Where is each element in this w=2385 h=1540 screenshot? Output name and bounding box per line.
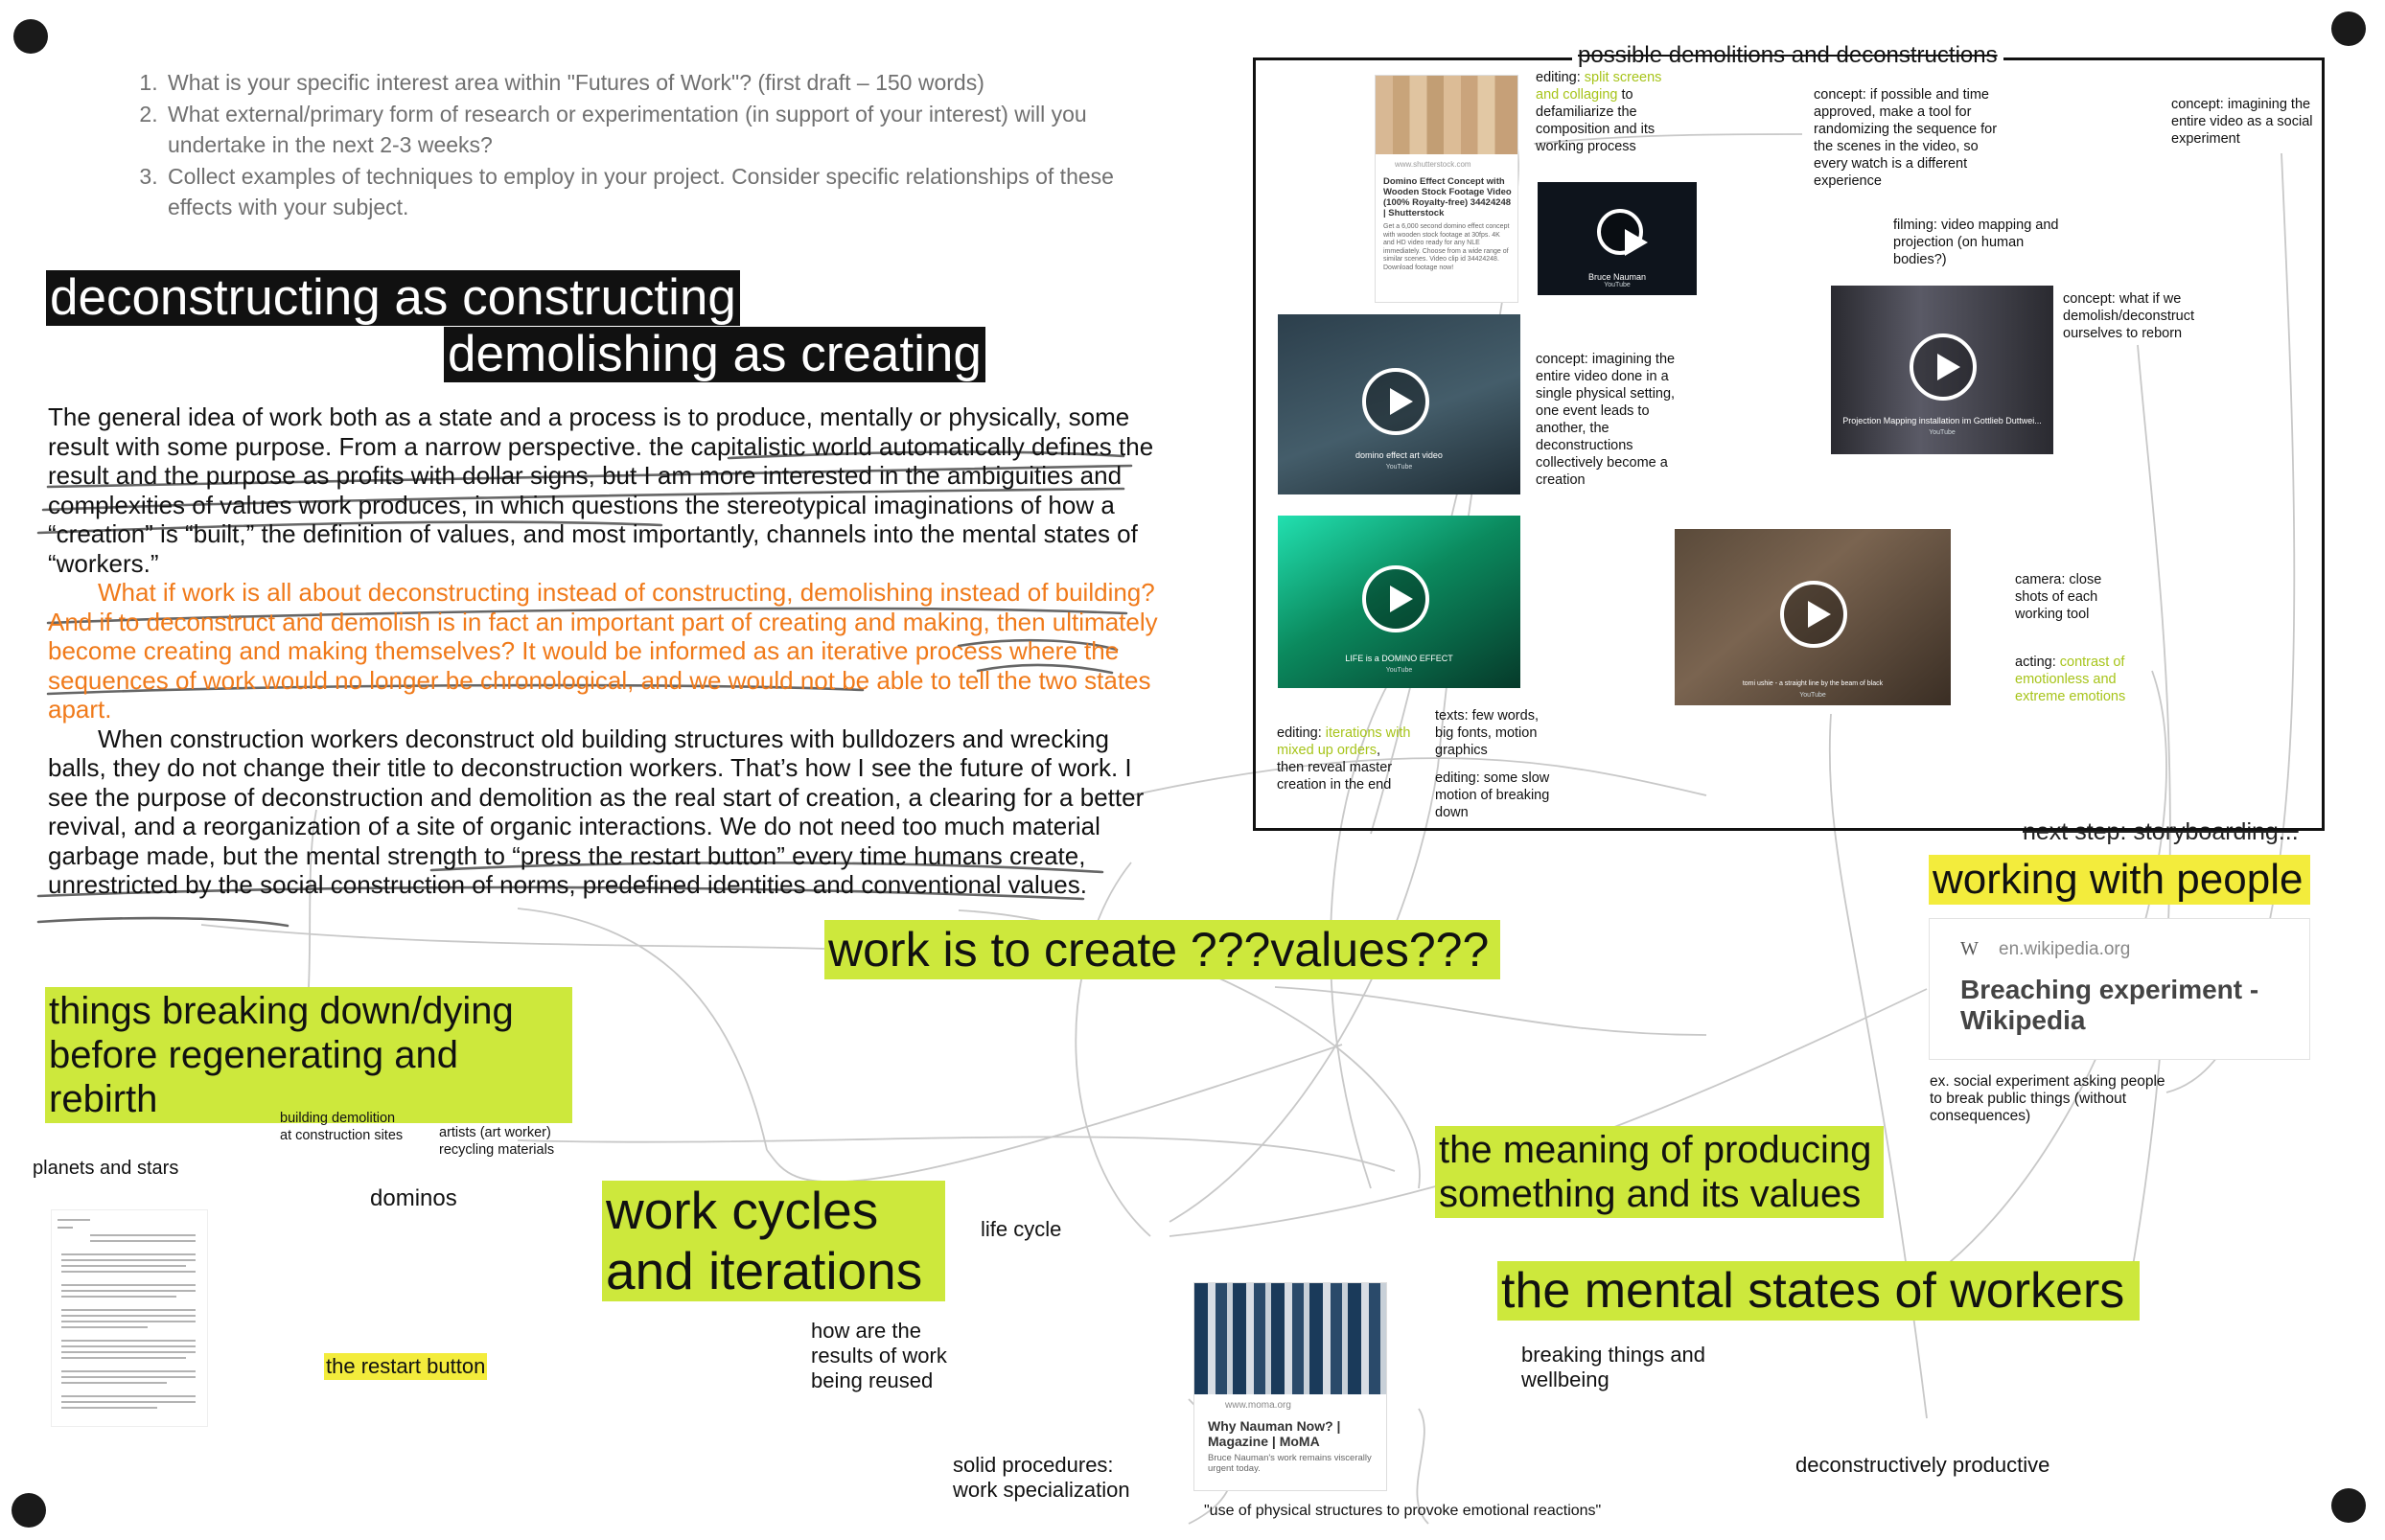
video-caption: Bruce Nauman [1587, 272, 1647, 282]
title-demolishing: demolishing as creating [444, 327, 985, 382]
video-source: YouTube [1929, 429, 1956, 436]
note-breaking-things[interactable]: breaking things and wellbeing [1521, 1343, 1706, 1391]
note-highlight: contrast of emotionless and extreme emotions [2015, 655, 2126, 704]
wikipedia-title: Breaching experiment - Wikipedia [1960, 975, 2259, 1035]
note-prefix: acting: [2015, 655, 2060, 670]
essay-paragraph-2: What if work is all about deconstructing instead of constructing, demolishing instead of building? And if to deconstruct and demolish is in fact an important part of creating and making, then ultimately become creating and making themselves? It would be informed as an iterative process where the sequences of work would no longer be chronological, and we would not be able to tell the two states apart. [48, 578, 1158, 724]
question-item: 1. What is your specific interest area within "Futures of Work"? (first draft – 150 words) [164, 67, 1161, 99]
note-highlight: split screens and collaging [1536, 70, 1662, 103]
video-caption: Projection Mapping installation im Gottlieb Duttwei... [1842, 416, 2042, 425]
note-building-demolition[interactable]: building demolition at construction sites [280, 1111, 404, 1143]
shutterstock-source: www.shutterstock.com [1395, 160, 1471, 169]
note-meaning-of-producing[interactable]: the meaning of producing something and its values [1435, 1126, 1884, 1218]
board-note-randomizing[interactable]: concept: if possible and time approved, make a tool for randomizing the sequence for the scenes in the video, so every watch is a different experience [1814, 87, 1998, 189]
essay-paragraph-1: The general idea of work both as a state and a process is to produce, mentally or physically, some result with some purpose. From a narrow perspective. the capitalistic world automatically defines the result and the purpose as profits with dollar signs, but I am more interested in the ambiguities and complexities of values work produces, in which questions the stereotypical imaginations of how a “creation” is “built,” the definition of values, and most importantly, channels into the mental states of “workers.” [48, 402, 1154, 578]
corner-dot [13, 19, 48, 54]
note-life-cycle[interactable]: life cycle [981, 1217, 1062, 1241]
note-work-cycles[interactable]: work cycles and iterations [602, 1181, 945, 1301]
play-icon[interactable] [1780, 581, 1847, 648]
board-note-filming[interactable]: filming: video mapping and projection (on human bodies?) [1893, 218, 2059, 267]
wooden-blocks-thumbnail [1376, 76, 1517, 154]
board-note-single-setting[interactable]: concept: imagining the entire video done in a single physical setting, one event leads to another, the deconstructions collectively become a creation [1536, 352, 1676, 488]
play-icon[interactable] [1597, 209, 1643, 255]
note-artists[interactable]: artists (art worker) recycling materials [439, 1125, 555, 1158]
video-source: YouTube [1385, 464, 1413, 471]
video-nauman[interactable] [1538, 182, 1697, 295]
wikipedia-site: en.wikipedia.org [1999, 939, 2131, 959]
note-restart-button[interactable]: the restart button [326, 1354, 486, 1378]
moma-card[interactable] [1193, 1282, 1387, 1491]
board-note-demolish-ourselves[interactable]: concept: what if we demolish/deconstruct ourselves to reborn [2063, 291, 2195, 341]
note-prefix: editing: [1536, 70, 1585, 85]
video-projection-mapping[interactable] [1831, 286, 2053, 454]
note-rest: , then reveal master creation in the end [1277, 743, 1393, 793]
note-next-step[interactable]: next step: storyboarding... [2023, 818, 2299, 845]
note-mental-states[interactable]: the mental states of workers [1497, 1261, 2140, 1321]
note-rest: to defamiliarize the composition and its working process [1536, 87, 1656, 154]
video-source: YouTube [1604, 282, 1631, 288]
board-title: possible demolitions and deconstructions [1572, 42, 2003, 69]
note-physical-structures[interactable]: "use of physical structures to provoke emotional reactions" [1204, 1503, 1602, 1519]
document-lines-icon [52, 1210, 207, 1426]
note-how-results[interactable]: how are the results of work being reused [811, 1319, 947, 1392]
assignment-questions [110, 67, 1161, 223]
note-planets[interactable]: planets and stars [33, 1158, 179, 1179]
wikipedia-w-icon: W [1960, 938, 1979, 959]
note-dominos[interactable]: dominos [370, 1185, 457, 1211]
board-note-split-screens[interactable] [1536, 69, 1670, 155]
corner-dot [2331, 11, 2366, 46]
note-things-breaking[interactable]: things breaking down/dying before regenerating and rebirth [45, 987, 572, 1123]
shutterstock-title: Domino Effect Concept with Wooden Stock Footage Video (100% Royalty-free) 34424248 | Shutterstock [1383, 176, 1512, 218]
board-note-slow-motion[interactable]: editing: some slow motion of breaking down [1435, 770, 1550, 820]
note-working-with-people[interactable]: working with people [1929, 855, 2310, 905]
video-caption: domino effect art video [1355, 450, 1443, 460]
question-item: 3. Collect examples of techniques to employ in your project. Consider specific relationships of these effects with your subject. [164, 161, 1161, 223]
board-note-acting[interactable] [2015, 654, 2149, 705]
note-deconstructively[interactable]: deconstructively productive [1795, 1453, 2050, 1477]
title-deconstructing: deconstructing as constructing [46, 270, 740, 326]
play-icon[interactable] [1910, 333, 1977, 401]
essay-text [48, 402, 1160, 900]
moma-site: www.moma.org [1225, 1400, 1291, 1411]
note-social-experiment[interactable]: ex. social experiment asking people to break public things (without consequences) [1930, 1073, 2165, 1124]
play-icon[interactable] [1362, 368, 1429, 435]
shutterstock-desc: Get a 6,000 second domino effect concept with wooden stock footage at 30fps. 4K and HD video ready for any NLE immediately. Choose from a wide range of similar scenes. Video clip id 34424248. Download footage now! [1383, 223, 1510, 271]
board-note-texts[interactable]: texts: few words, big fonts, motion graphics [1435, 708, 1539, 758]
question-item: 2. What external/primary form of research or experimentation (in support of your interest) will you undertake in the next 2-3 weeks? [164, 99, 1161, 161]
wikipedia-card[interactable] [1929, 918, 2310, 1060]
moma-title: Why Nauman Now? | Magazine | MoMA [1208, 1418, 1341, 1449]
video-tomi-ushie[interactable] [1675, 529, 1951, 705]
note-highlight: iterations with mixed up orders [1277, 725, 1411, 758]
document-thumbnail[interactable] [51, 1209, 208, 1427]
board-note-camera[interactable]: camera: close shots of each working tool [2015, 572, 2102, 622]
video-life-domino[interactable] [1278, 516, 1520, 688]
play-icon[interactable] [1362, 565, 1429, 632]
board-note-social-experiment[interactable]: concept: imagining the entire video as a social experiment [2171, 97, 2313, 147]
video-caption: tomi ushie - a straight line by the beam of black [1742, 680, 1884, 687]
corner-dot [2331, 1488, 2366, 1523]
moma-thumbnail [1194, 1283, 1386, 1394]
moma-desc: Bruce Nauman's work remains viscerally urgent today. [1208, 1453, 1372, 1474]
shutterstock-card[interactable] [1375, 75, 1518, 303]
note-solid-procedures[interactable]: solid procedures: work specialization [953, 1453, 1130, 1502]
video-source: YouTube [1385, 667, 1413, 674]
essay-paragraph-3: When construction workers deconstruct old building structures with bulldozers and wrecking balls, they do not change their title to deconstruction workers. That’s how I see the future of work. I see the purpose of deconstruction and demolition as the real start of creation, a clearing for a better revival, and a reorganization of a site of organic interactions. We do not need too much material garbage made, but the mental strength to “press the restart button” every time humans create, unrestricted by the social construction of norms, predefined identities and conventional values. [48, 724, 1145, 899]
note-work-is-to-create[interactable]: work is to create ???values??? [824, 920, 1500, 979]
video-domino-art[interactable] [1278, 314, 1520, 494]
video-source: YouTube [1799, 692, 1826, 699]
corner-dot [12, 1493, 46, 1528]
note-prefix: editing: [1277, 725, 1326, 741]
board-note-iterations[interactable] [1277, 724, 1411, 793]
video-caption: LIFE is a DOMINO EFFECT [1345, 654, 1453, 663]
